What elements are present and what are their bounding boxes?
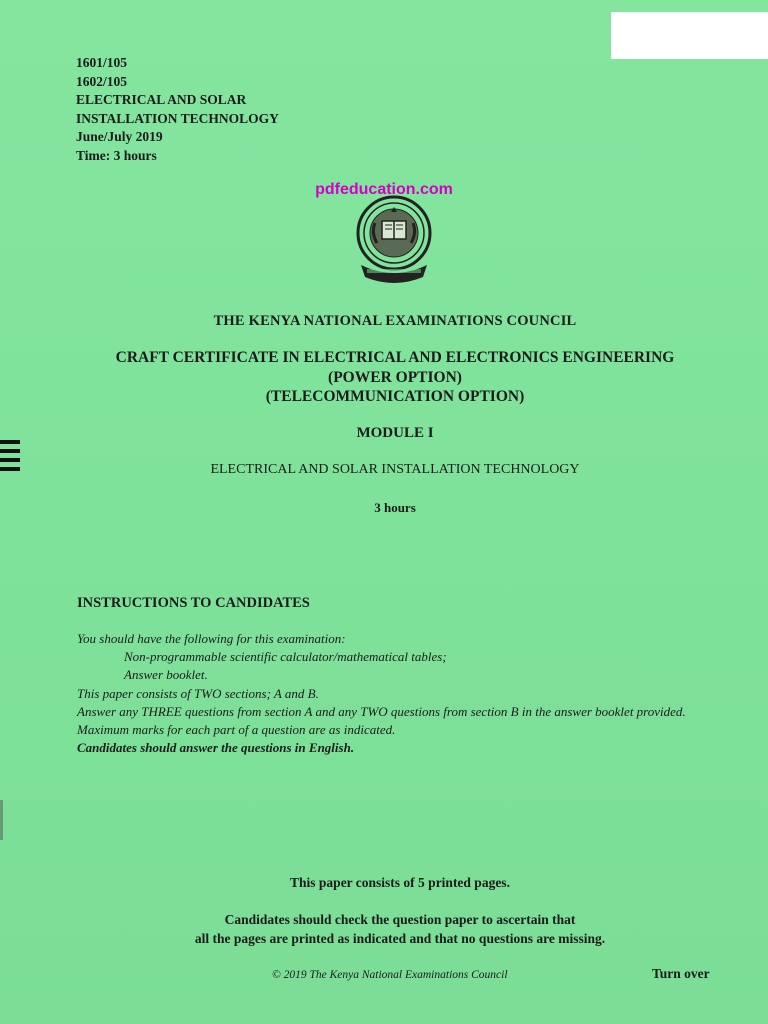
binding-mark bbox=[0, 449, 20, 453]
instruction-line: You should have the following for this examination: bbox=[77, 631, 346, 646]
power-option: (POWER OPTION) bbox=[328, 368, 462, 386]
page-check-line-2: all the pages are printed as indicated and that no questions are missing. bbox=[194, 931, 606, 946]
instruction-line: Answer booklet. bbox=[124, 667, 208, 683]
instruction-line: Answer any THREE questions from section A and any TWO questions from section B in the answer booklet provided. bbox=[77, 703, 686, 719]
page-check-line-1: Candidates should check the question paper to ascertain that bbox=[224, 912, 576, 927]
binding-mark bbox=[0, 467, 20, 471]
paper-code-2: 1602/105 bbox=[76, 73, 128, 89]
page-count-notice: This paper consists of 5 printed pages. bbox=[290, 875, 510, 890]
instruction-line: Non-programmable scientific calculator/mathematical tables; bbox=[124, 649, 447, 665]
instructions-list bbox=[77, 630, 717, 757]
telecommunication-option: (TELECOMMUNICATION OPTION) bbox=[265, 388, 525, 405]
certificate-title bbox=[0, 348, 768, 407]
instructions-heading: INSTRUCTIONS TO CANDIDATES bbox=[77, 595, 310, 611]
certificate-name: CRAFT CERTIFICATE IN ELECTRICAL AND ELECTRONICS ENGINEERING bbox=[115, 349, 675, 366]
watermark-link[interactable]: pdfeducation.com bbox=[315, 181, 453, 198]
copyright: © 2019 The Kenya National Examinations Council bbox=[272, 969, 508, 981]
coat-of-arms-seal-icon bbox=[349, 193, 439, 288]
header-subject-line-2: INSTALLATION TECHNOLOGY bbox=[76, 110, 279, 126]
paper-code-1: 1601/105 bbox=[76, 55, 128, 70]
instruction-line: Maximum marks for each part of a question are as indicated. bbox=[77, 722, 396, 738]
exam-time: Time: 3 hours bbox=[76, 147, 157, 163]
exam-session: June/July 2019 bbox=[76, 129, 163, 144]
instruction-line: This paper consists of TWO sections; A and B. bbox=[77, 685, 319, 701]
instruction-line: Candidates should answer the questions in English. bbox=[77, 740, 355, 756]
page-check-notice bbox=[0, 910, 768, 948]
subject-title: ELECTRICAL AND SOLAR INSTALLATION TECHNOLOGY bbox=[210, 462, 580, 477]
header-subject-line-1: ELECTRICAL AND SOLAR bbox=[76, 92, 247, 107]
binding-mark bbox=[0, 458, 20, 462]
page-edge-mark bbox=[0, 800, 3, 840]
blank-label-area bbox=[611, 12, 768, 59]
duration: 3 hours bbox=[374, 500, 416, 515]
council-name: THE KENYA NATIONAL EXAMINATIONS COUNCIL bbox=[213, 313, 577, 329]
paper-header bbox=[76, 54, 279, 165]
turn-over: Turn over bbox=[652, 966, 710, 981]
module-label: MODULE I bbox=[356, 425, 434, 441]
binding-mark bbox=[0, 440, 20, 444]
binding-marks bbox=[0, 440, 20, 476]
